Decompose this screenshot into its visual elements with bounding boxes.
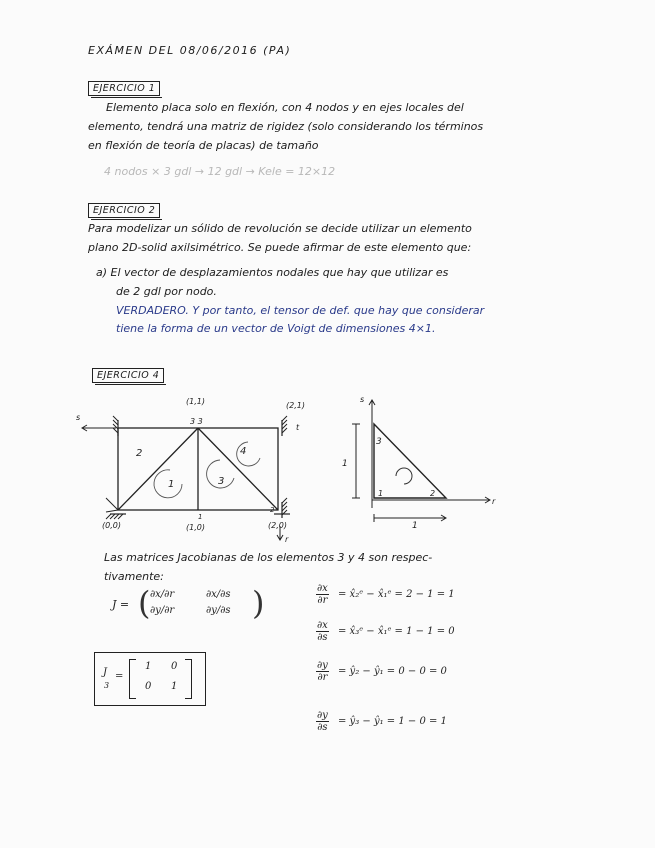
exam-title: EXÁMEN DEL 08/06/2016 (PA) [88, 44, 292, 57]
t-label: t [296, 423, 300, 432]
eq4-fraction: $\frac{\partial y}{\partial s}$ [317, 710, 328, 733]
ejercicio-1-label: EJERCICIO 1 [88, 81, 160, 96]
eq1-fraction: $\frac{\partial x}{\partial r}$ [317, 583, 328, 606]
j3-left-bracket [129, 659, 136, 699]
ej2-option-a-line1: a) El vector de desplazamientos nodales que hay que utilizar es [96, 266, 449, 279]
ref-rotation-icon [396, 468, 412, 484]
coord-1-1: (1,1) [186, 397, 205, 406]
ej4-text-line1: Las matrices Jacobianas de los elementos 3 y 4 son respec- [104, 551, 433, 564]
ref-triangle [374, 424, 446, 498]
coord-1-0: (1,0) [186, 523, 205, 532]
mesh-diag-right [198, 428, 278, 510]
eq1-rhs: = x̂₂ᵉ − x̂₁ᵉ = 2 − 1 = 1 [338, 589, 455, 600]
j3-label: J [103, 667, 108, 678]
ejercicio-4-label: EJERCICIO 4 [92, 368, 164, 383]
jacobian-left-paren: ( [138, 584, 151, 622]
node-3-3-label: 3 3 [190, 417, 203, 426]
node-2-label: 2 [270, 506, 275, 514]
ref-s-label: s [360, 395, 365, 404]
ejercicio-2-label: EJERCICIO 2 [88, 203, 160, 218]
eq2-rhs: = x̂₃ᵉ − x̂₁ᵉ = 1 − 1 = 0 [338, 626, 455, 637]
element-4-label: 4 [240, 446, 247, 457]
j3-right-bracket [185, 659, 192, 699]
j3-11: 1 [145, 661, 152, 672]
jacobian-11: ∂x/∂r [150, 589, 175, 600]
width-label: 1 [412, 521, 418, 530]
j3-22: 1 [171, 681, 178, 692]
element-3-label: 3 [218, 476, 225, 487]
j3-equals: = [115, 671, 124, 682]
reference-element-diagram [330, 390, 500, 530]
jacobian-12: ∂x/∂s [206, 589, 231, 600]
ej2-text-line2: plano 2D-solid axilsimétrico. Se puede afirmar de este elemento que: [88, 241, 472, 254]
mesh-diag-left [118, 428, 198, 510]
jacobian-22: ∂y/∂s [206, 605, 231, 616]
ref-node-3: 3 [376, 437, 382, 447]
ej2-option-a-line2: de 2 gdl por nodo. [116, 285, 217, 298]
ej1-answer: 4 nodos × 3 gdl → 12 gdl → Kele = 12×12 [104, 165, 336, 178]
ej2-answer-line2: tiene la forma de un vector de Voigt de dimensiones 4×1. [116, 322, 436, 335]
r-axis-label: r [285, 535, 289, 544]
ref-node-1: 1 [378, 489, 384, 498]
eq3-rhs: = ŷ₂ − ŷ₁ = 0 − 0 = 0 [338, 666, 447, 677]
ref-r-label: r [492, 497, 496, 506]
coord-2-0: (2,0) [268, 521, 287, 530]
ej4-text-line2: tivamente: [104, 570, 164, 583]
eq2-fraction: $\frac{\partial x}{\partial s}$ [317, 620, 328, 643]
jacobian-21: ∂y/∂r [150, 605, 175, 616]
eq4-rhs: = ŷ₃ − ŷ₁ = 1 − 0 = 1 [338, 716, 447, 727]
mesh-diagram [70, 390, 330, 550]
j3-21: 0 [145, 681, 152, 692]
left-support-icon [113, 416, 118, 436]
j3-subscript: 3 [104, 681, 110, 690]
ref-node-2: 2 [430, 489, 436, 498]
node-1-label: 1 [198, 513, 203, 521]
jacobian-def-lhs: J = [112, 598, 130, 611]
element-1-label: 1 [168, 479, 175, 490]
jacobian-right-paren: ) [252, 584, 265, 622]
coord-2-1: (2,1) [286, 401, 305, 410]
j3-12: 0 [171, 661, 178, 672]
eq3-fraction: $\frac{\partial y}{\partial r}$ [317, 660, 328, 683]
coord-0-0: (0,0) [102, 521, 121, 530]
bottom-left-support-icon [106, 498, 126, 519]
height-label: 1 [342, 459, 348, 469]
ej1-text-line3: en flexión de teoría de placas) de tamaño [88, 139, 319, 152]
s-arrow-icon [82, 425, 116, 431]
j3-result-box [94, 652, 206, 706]
ej1-text-line1: Elemento placa solo en flexión, con 4 nodos y en ejes locales del [106, 101, 464, 114]
ej2-answer-line1: VERDADERO. Y por tanto, el tensor de def. que hay que considerar [116, 304, 485, 317]
s-axis-label: s [76, 413, 81, 422]
right-top-support-icon [282, 416, 287, 436]
ej1-text-line2: elemento, tendrá una matriz de rigidez (solo considerando los términos [88, 120, 484, 133]
element-2-label: 2 [136, 448, 143, 459]
ej2-text-line1: Para modelizar un sólido de revolución se decide utilizar un elemento [88, 222, 472, 235]
